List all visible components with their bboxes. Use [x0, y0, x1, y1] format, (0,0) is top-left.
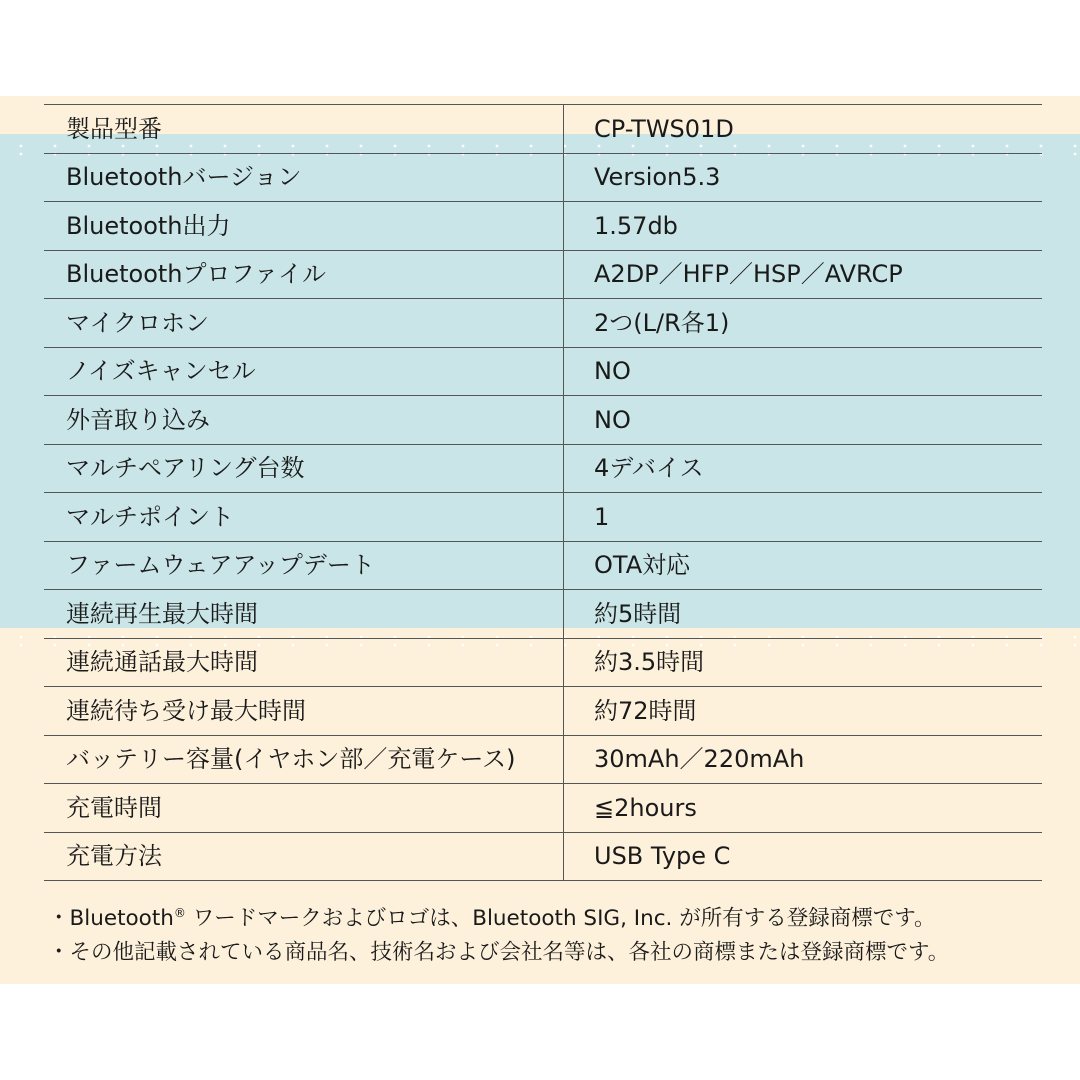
note-text: ワードマークおよびロゴは、Bluetooth SIG, Inc. が所有する登録商標です。	[185, 906, 936, 931]
table-row	[44, 202, 1042, 251]
spec-value: 4デバイス	[594, 454, 704, 483]
spec-value: OTA対応	[594, 551, 691, 580]
trademark-note-others: ・その他記載されている商品名、技術名および会社名等は、各社の商標または登録商標です。	[48, 940, 950, 965]
spec-label: 充電方法	[44, 832, 564, 881]
footnotes	[48, 896, 1048, 970]
spec-label: 外音取り込み	[44, 396, 564, 445]
table-row	[44, 687, 1042, 736]
spec-label: ノイズキャンセル	[44, 347, 564, 396]
spec-value: 1.57db	[594, 211, 678, 240]
spec-label: マイクロホン	[44, 299, 564, 348]
registered-mark: ®	[173, 906, 186, 920]
table-row	[44, 444, 1042, 493]
spec-value: 1	[594, 502, 610, 531]
table-row	[44, 250, 1042, 299]
spec-value: 約72時間	[594, 696, 697, 725]
note-text: ・Bluetooth	[48, 906, 174, 931]
table-row	[44, 396, 1042, 445]
table-row	[44, 784, 1042, 833]
spec-label: 連続通話最大時間	[44, 638, 564, 687]
spec-value: NO	[594, 405, 631, 434]
table-row	[44, 105, 1042, 154]
spec-value: CP-TWS01D	[594, 114, 734, 143]
table-row	[44, 347, 1042, 396]
spec-value: 約5時間	[594, 599, 682, 628]
spec-table-body	[44, 105, 1042, 881]
table-row	[44, 541, 1042, 590]
spec-value: ≦2hours	[594, 793, 697, 822]
spec-label: Bluetooth出力	[44, 202, 564, 251]
spec-value: NO	[594, 357, 631, 386]
spec-value: A2DP／HFP／HSP／AVRCP	[594, 260, 903, 289]
spec-value: 約3.5時間	[594, 648, 705, 677]
spec-value: 2つ(L/R各1)	[594, 308, 730, 337]
table-row	[44, 299, 1042, 348]
table-row	[44, 735, 1042, 784]
table-row	[44, 590, 1042, 639]
spec-table	[44, 104, 1042, 881]
spec-value: 30mAh／220mAh	[594, 745, 805, 774]
spec-label: 製品型番	[44, 105, 564, 154]
table-row	[44, 493, 1042, 542]
spec-label: 連続待ち受け最大時間	[44, 687, 564, 736]
spec-label: マルチペアリング台数	[44, 444, 564, 493]
table-row	[44, 153, 1042, 202]
spec-label: Bluetoothバージョン	[44, 153, 564, 202]
spec-label: ファームウェアアップデート	[44, 541, 564, 590]
trademark-note-bluetooth	[48, 896, 1048, 936]
spec-value: Version5.3	[594, 163, 721, 192]
table-row	[44, 638, 1042, 687]
spec-label: マルチポイント	[44, 493, 564, 542]
spec-label: 連続再生最大時間	[44, 590, 564, 639]
spec-label: Bluetoothプロファイル	[44, 250, 564, 299]
spec-value: USB Type C	[594, 842, 731, 871]
spec-label: 充電時間	[44, 784, 564, 833]
spec-label: バッテリー容量(イヤホン部／充電ケース)	[44, 735, 564, 784]
table-row	[44, 832, 1042, 881]
